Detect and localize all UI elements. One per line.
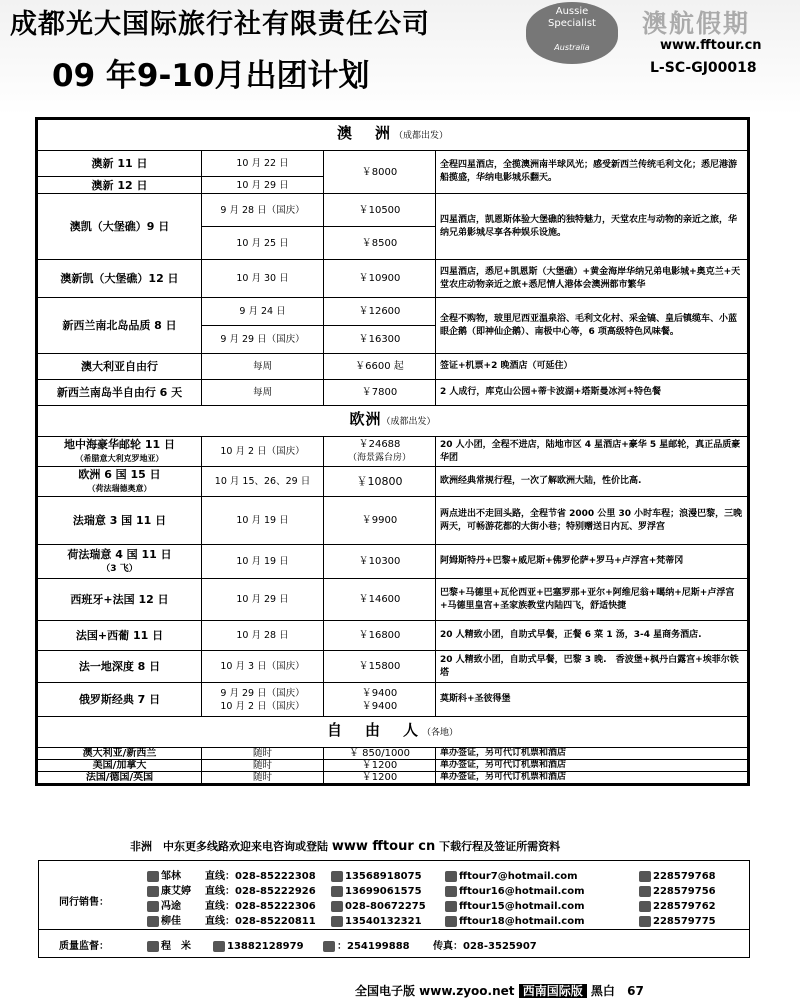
contact-divider: [39, 929, 749, 930]
page-footer: 全国电子版 www.zyoo.net 西南国际版 黑白 67: [355, 984, 644, 998]
contact-row: 冯途 直线：028-85222306 028-80672275 fftour15@hotmail.com 228579762: [147, 897, 716, 912]
table-row: 法一地深度 8 日 10 月 3 日（国庆） ￥15800 20 人精致小团，自助式早餐，巴黎 3 晚. 香波堡+枫丹白露宫+埃菲尔铁塔: [38, 651, 748, 683]
table-row: 法国/德国/英国 随时 ￥1200 单办签证，另可代订机票和酒店: [38, 772, 748, 784]
qq-icon: [639, 916, 651, 927]
mobile-icon: [331, 916, 343, 927]
contact-row: 柳佳 直线：028-85220811 13540132321 fftour18@hotmail.com 228579775: [147, 912, 716, 927]
table-row: 澳凯（大堡礁）9 日 9 月 28 日（国庆） ￥10500 四星酒店，凯恩斯体验大堡礁的独特魅力，天堂农庄与动物的亲近之旅，华纳兄弟影城尽享各种娱乐设施。: [38, 194, 748, 227]
contact-row: 康艾婷 直线：028-85222926 13699061575 fftour16@hotmail.com 228579756: [147, 882, 716, 897]
website-url[interactable]: www.fftour.cn: [660, 38, 762, 53]
table-row: 新西兰南岛半自由行 6 天 每周 ￥7800 2 人成行，库克山公园+蒂卡波湖+塔斯曼冰河+特色餐: [38, 380, 748, 406]
page-number: 67: [627, 984, 644, 998]
email-icon: [445, 871, 457, 882]
email-icon: [445, 901, 457, 912]
table-row: 俄罗斯经典 7 日 9 月 29 日（国庆） 10 月 2 日（国庆） ￥9400 ￥9400 莫斯科+圣彼得堡: [38, 683, 748, 717]
table-row: 澳大利亚自由行 每周 ￥6600 起 签证+机票+2 晚酒店（可延住）: [38, 354, 748, 380]
quality-row: 程 米 13882128979 ：254199888 传真：028-3525907: [147, 937, 537, 952]
mobile-icon: [213, 941, 225, 952]
table-row: 澳新凯（大堡礁）12 日 10 月 30 日 ￥10900 四星酒店，悉尼+凯恩斯（大堡礁）+黄金海岸华纳兄弟电影城+奥克兰+天堂农庄动物亲近之旅+悉尼情人港体会澳洲都市繁华: [38, 260, 748, 298]
table-row: 9 月 29 日（国庆） ￥16300: [38, 326, 748, 354]
qq-icon: [639, 901, 651, 912]
mobile-icon: [331, 901, 343, 912]
section-europe: 欧洲（成都出发）: [38, 406, 748, 437]
table-row: 欧洲 6 国 15 日 （荷法瑞德奥意） 10 月 15、26、29 日 ￥10800 欧洲经典常规行程，一次了解欧洲大陆，性价比高.: [38, 467, 748, 497]
table-row: 澳新 12 日 10 月 29 日: [38, 177, 748, 194]
table-row: 美国/加拿大 随时 ￥1200 单办签证，另可代订机票和酒店: [38, 760, 748, 772]
more-routes-note: 非洲 中东更多线路欢迎来电咨询或登陆 www fftour cn 下载行程及签证所需资料: [130, 839, 561, 854]
mobile-icon: [331, 871, 343, 882]
qq-icon: [323, 941, 335, 952]
mobile-icon: [331, 886, 343, 897]
table-row: 新西兰南北岛品质 8 日 9 月 24 日 ￥12600 全程不购物，玻里尼西亚温泉浴、毛利文化村、采金镐、皇后镇缆车、小蓝眼企鹅（即神仙企鹅）、南极中心等，6 项高级特色风味餐。: [38, 298, 748, 326]
table-row: 10 月 25 日 ￥8500: [38, 227, 748, 260]
sales-label: 同行销售：: [59, 897, 109, 908]
plan-title: 09 年9-10月出团计划: [52, 58, 370, 94]
license-code: L-SC-GJ00018: [650, 60, 757, 76]
email-icon: [445, 886, 457, 897]
qq-icon: [639, 886, 651, 897]
company-name: 成都光大国际旅行社有限责任公司: [10, 9, 430, 40]
table-row: 法国+西葡 11 日 10 月 28 日 ￥16800 20 人精致小团，自助式早餐，正餐 6 菜 1 汤，3-4 星商务酒店.: [38, 621, 748, 651]
table-row: 地中海豪华邮轮 11 日 （希腊意大利克罗地亚） 10 月 2 日（国庆） ￥24688 （海景露台房） 20 人小团，全程不进店，陆地市区 4 星酒店+豪华 5 星邮轮，真正品质豪华团: [38, 437, 748, 467]
person-icon: [147, 901, 159, 912]
table-row: 澳新 11 日 10 月 22 日 ￥8000 全程四星酒店，全揽澳洲南半球风光；感受新西兰传统毛利文化；悉尼港游船揽盛，华纳电影城乐翻天。: [38, 151, 748, 177]
tour-table: [35, 117, 750, 786]
person-icon: [147, 941, 159, 952]
brand-logo: 澳航假期: [642, 9, 751, 38]
table-row: 澳大利亚/新西兰 随时 ￥ 850/1000 单办签证，另可代订机票和酒店: [38, 748, 748, 760]
contact-box: [38, 860, 750, 958]
person-icon: [147, 916, 159, 927]
person-icon: [147, 886, 159, 897]
qq-icon: [639, 871, 651, 882]
email-icon: [445, 916, 457, 927]
section-australia: 澳 洲（成都出发）: [38, 120, 748, 151]
table-row: 法瑞意 3 国 11 日 10 月 19 日 ￥9900 两点进出不走回头路，全程节省 2000 公里 30 小时车程；浪漫巴黎，三晚两天，可畅游花都的大街小巷；特别赠送日内瓦、罗浮宫: [38, 497, 748, 545]
quality-label: 质量监督：: [59, 941, 109, 952]
table-row: 西班牙+法国 12 日 10 月 29 日 ￥14600 巴黎+马德里+瓦伦西亚+巴塞罗那+亚尔+阿维尼翁+噶纳+尼斯+卢浮宫+马德里皇宫+圣家族教堂内陆四飞，舒适快捷: [38, 579, 748, 621]
section-free: 自 由 人（各地）: [38, 717, 748, 748]
contact-row: 邹林 直线：028-85222308 13568918075 fftour7@hotmail.com 228579768: [147, 867, 716, 882]
edition-label: 西南国际版: [519, 984, 587, 998]
table-row: 荷法瑞意 4 国 11 日 （3 飞） 10 月 19 日 ￥10300 阿姆斯特丹+巴黎+威尼斯+佛罗伦萨+罗马+卢浮宫+梵蒂冈: [38, 545, 748, 579]
note-url[interactable]: www fftour cn: [331, 839, 436, 854]
aussie-specialist-logo: Aussie Specialist Australia: [526, 2, 618, 64]
person-icon: [147, 871, 159, 882]
